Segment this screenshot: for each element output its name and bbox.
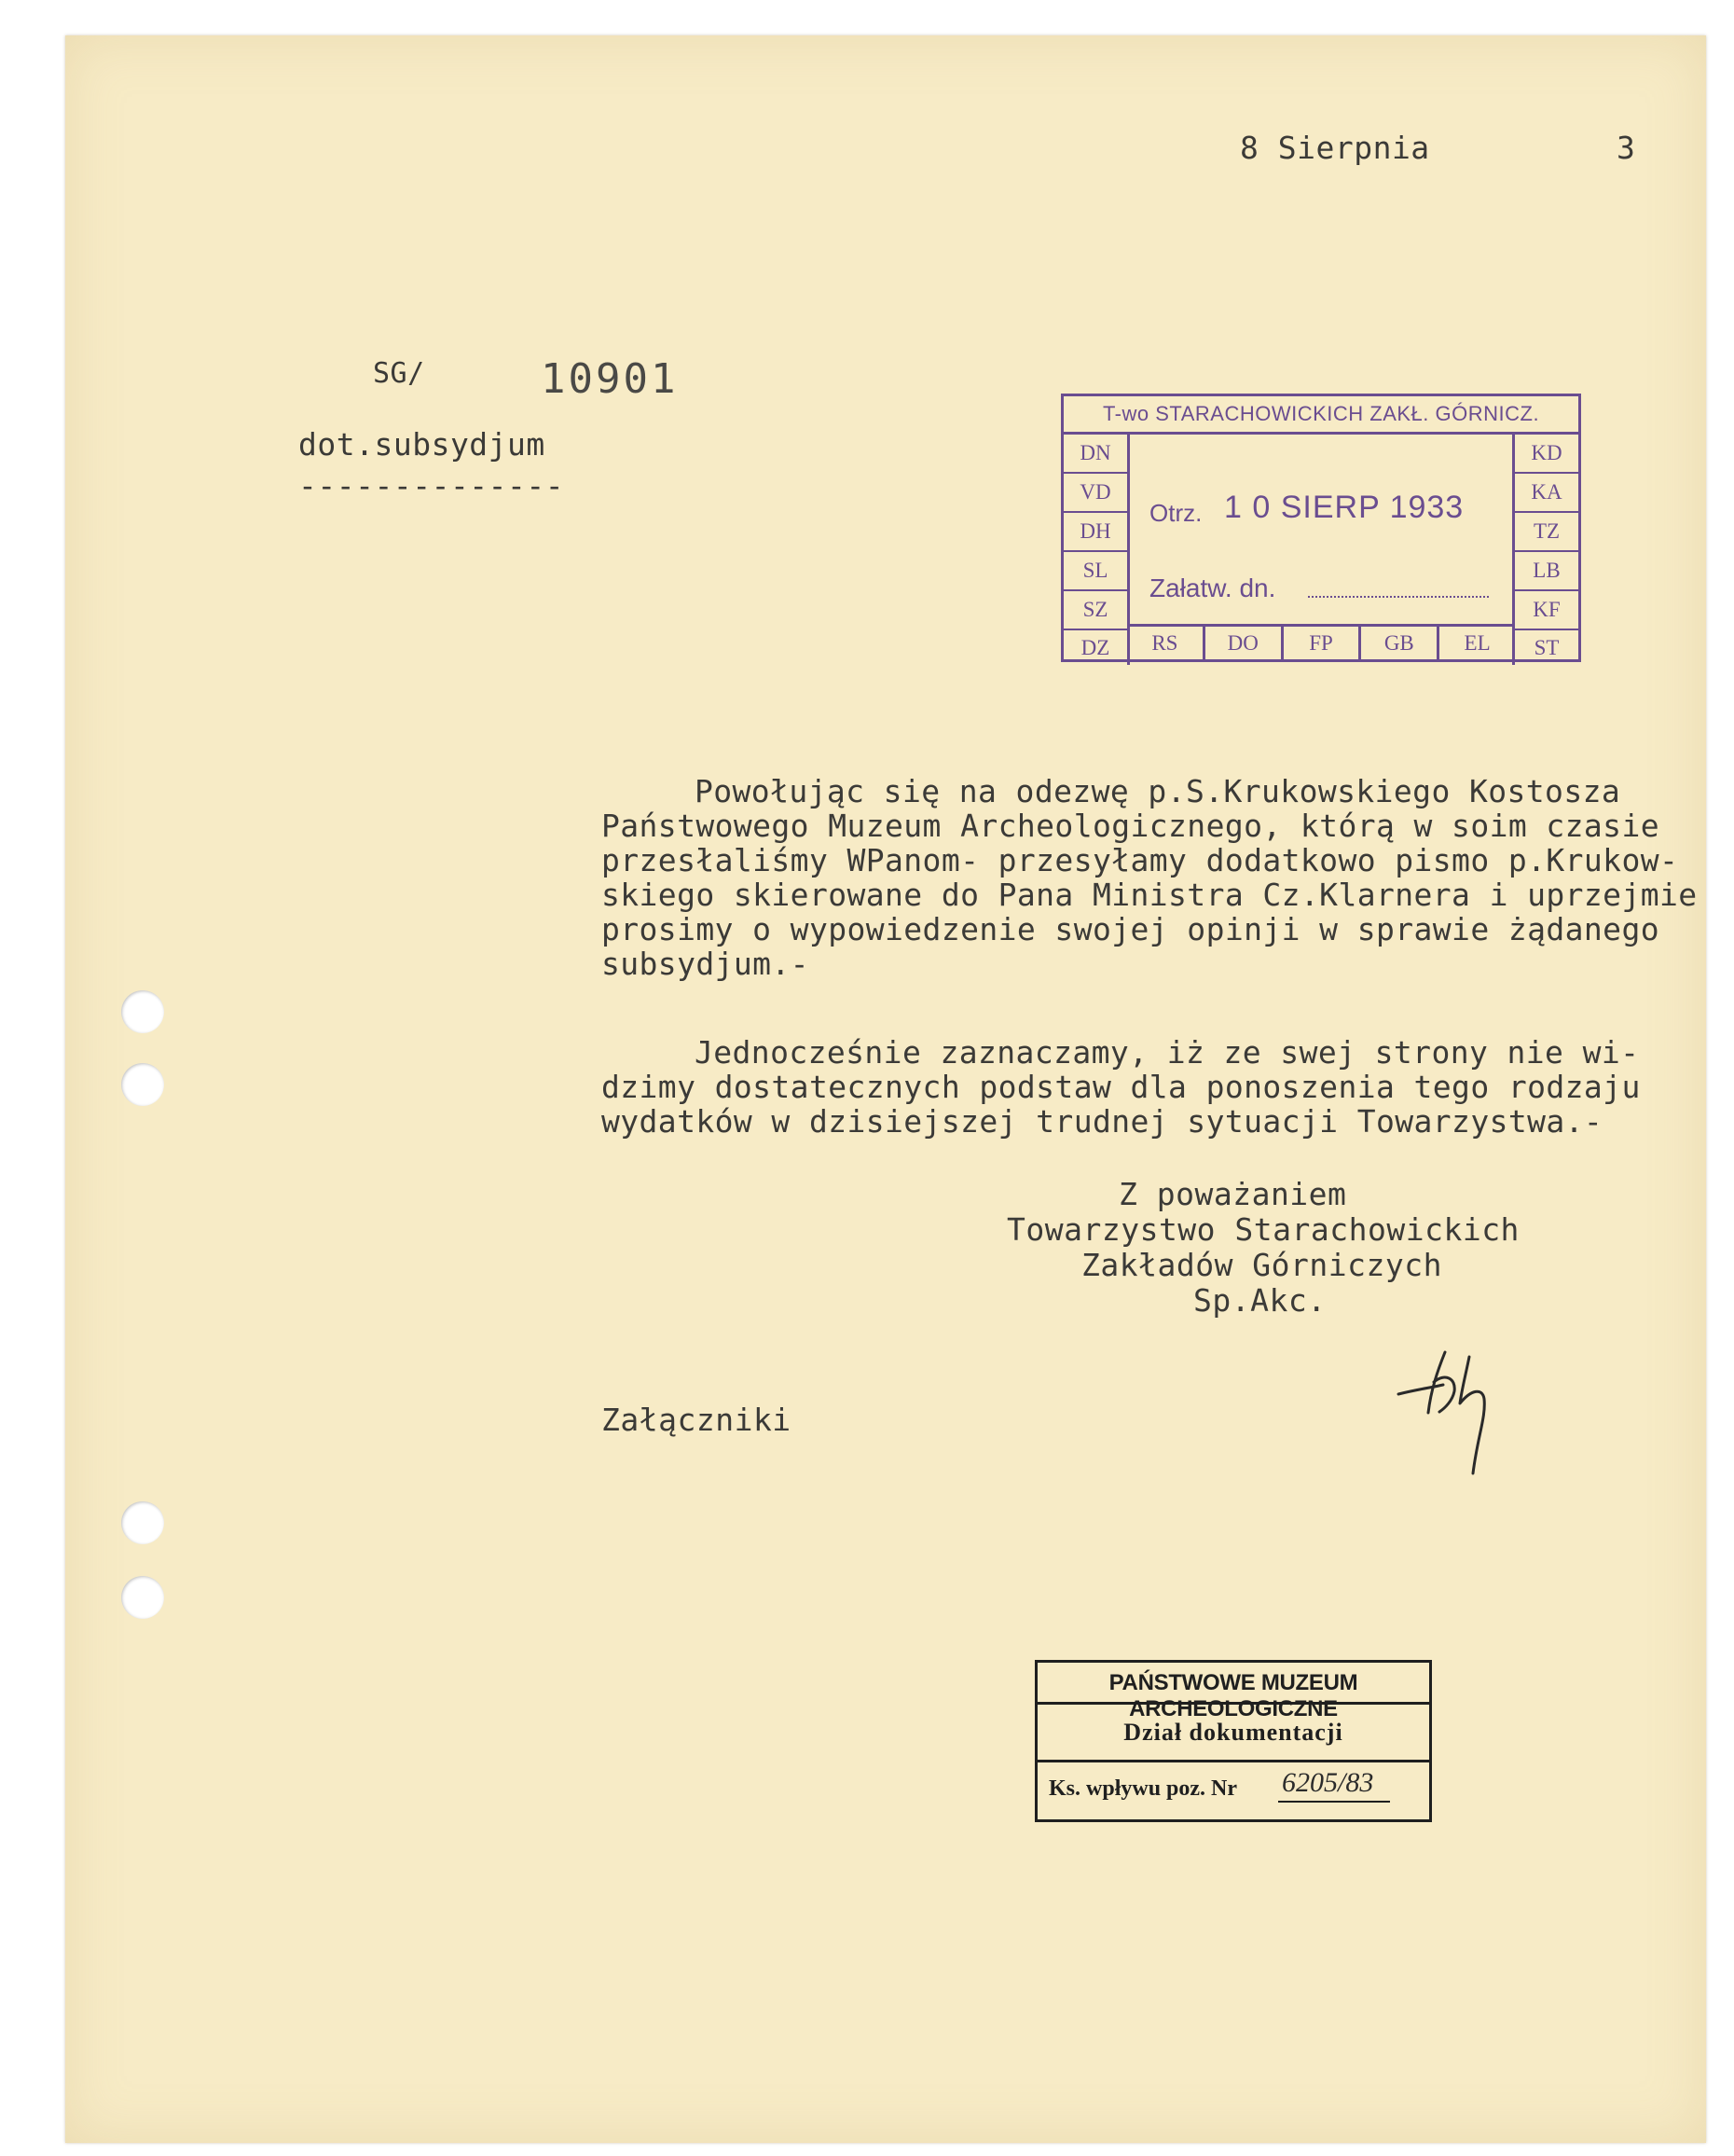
stamp-code: KA — [1515, 474, 1578, 513]
settled-label: Załatw. dn. — [1149, 574, 1276, 602]
body-line: subsydjum.- — [601, 946, 809, 982]
receipt-stamp-bottom-codes — [1127, 624, 1515, 659]
stamp-code: DZ — [1080, 635, 1110, 659]
stamp-code: DN — [1064, 435, 1127, 474]
archive-stamp-department: Dział dokumentacji — [1123, 1719, 1343, 1746]
stamp-code: SZ — [1064, 591, 1127, 630]
stamp-code: ST — [1534, 635, 1560, 659]
received-date: 1 0 SIERP 1933 — [1224, 490, 1465, 525]
stamp-code: TZ — [1515, 513, 1578, 552]
reference-prefix: SG/ — [373, 357, 425, 390]
stamp-code: LB — [1515, 552, 1578, 591]
body-line: dzimy dostatecznych podstaw dla ponoszenia tego rodzaju — [601, 1069, 1641, 1105]
closing-greeting: Z poważaniem — [1119, 1176, 1347, 1212]
stamp-code: KF — [1515, 591, 1578, 630]
archive-stamp-entry-label: Ks. wpływu poz. Nr — [1049, 1776, 1238, 1801]
stamp-code: GB — [1361, 627, 1439, 659]
stamp-code: DH — [1064, 513, 1127, 552]
archive-stamp-institution: PAŃSTWOWE MUZEUM ARCHEOLOGICZNE — [1108, 1670, 1358, 1721]
punch-hole — [121, 990, 164, 1033]
punch-hole — [121, 1063, 164, 1106]
closing-company-line-1: Towarzystwo Starachowickich — [1007, 1211, 1520, 1248]
subject-line: dot.subsydjum — [298, 426, 545, 463]
body-line: Powołując się na odezwę p.S.Krukowskiego Kostosza — [695, 773, 1621, 809]
body-line: skiego skierowane do Pana Ministra Cz.Klarnera i uprzejmie — [601, 877, 1698, 913]
stamp-code: RS — [1127, 627, 1205, 659]
body-paragraph-2 — [601, 1035, 1655, 1139]
stamp-code: FP — [1284, 627, 1362, 659]
receipt-stamp-header: T-wo STARACHOWICKICH ZAKŁ. GÓRNICZ. — [1102, 402, 1540, 425]
page-number: 3 — [1617, 130, 1636, 166]
handwritten-signature — [1380, 1334, 1520, 1492]
body-line: przesłaliśmy WPanom- przesyłamy dodatkowo pismo p.Krukow- — [601, 842, 1679, 878]
receipt-stamp-left-codes — [1064, 435, 1130, 665]
letter-date: 8 Sierpnia — [1240, 130, 1430, 166]
stamp-code: EL — [1464, 630, 1491, 655]
stamp-code: SL — [1064, 552, 1127, 591]
body-line: Państwowego Muzeum Archeologicznego, którą w soim czasie — [601, 808, 1659, 844]
punch-hole — [121, 1501, 164, 1544]
closing-company-line-2: Zakładów Górniczych — [1081, 1247, 1442, 1283]
stamp-code: KD — [1515, 435, 1578, 474]
receipt-stamp-right-codes — [1512, 435, 1578, 665]
stamp-code: VD — [1064, 474, 1127, 513]
body-paragraph-1 — [601, 773, 1698, 982]
archive-stamp-entry-number: 6205/83 — [1282, 1767, 1374, 1798]
punch-hole — [121, 1576, 164, 1619]
body-line: prosimy o wypowiedzenie swojej opinji w sprawie żądanego — [601, 911, 1659, 947]
body-line: wydatków w dzisiejszej trudnej sytuacji Towarzystwa.- — [601, 1103, 1603, 1140]
received-label: Otrz. — [1149, 499, 1203, 527]
subject-underline: -------------- — [298, 467, 565, 504]
attachments-label: Załączniki — [601, 1402, 791, 1438]
stamp-code: DO — [1205, 627, 1284, 659]
body-line: Jednocześnie zaznaczamy, iż ze swej strony nie wi- — [695, 1034, 1640, 1071]
closing-company-line-3: Sp.Akc. — [1193, 1282, 1327, 1319]
reference-number: 10901 — [541, 355, 679, 403]
receipt-stamp — [1061, 394, 1581, 662]
archive-stamp — [1035, 1660, 1432, 1822]
